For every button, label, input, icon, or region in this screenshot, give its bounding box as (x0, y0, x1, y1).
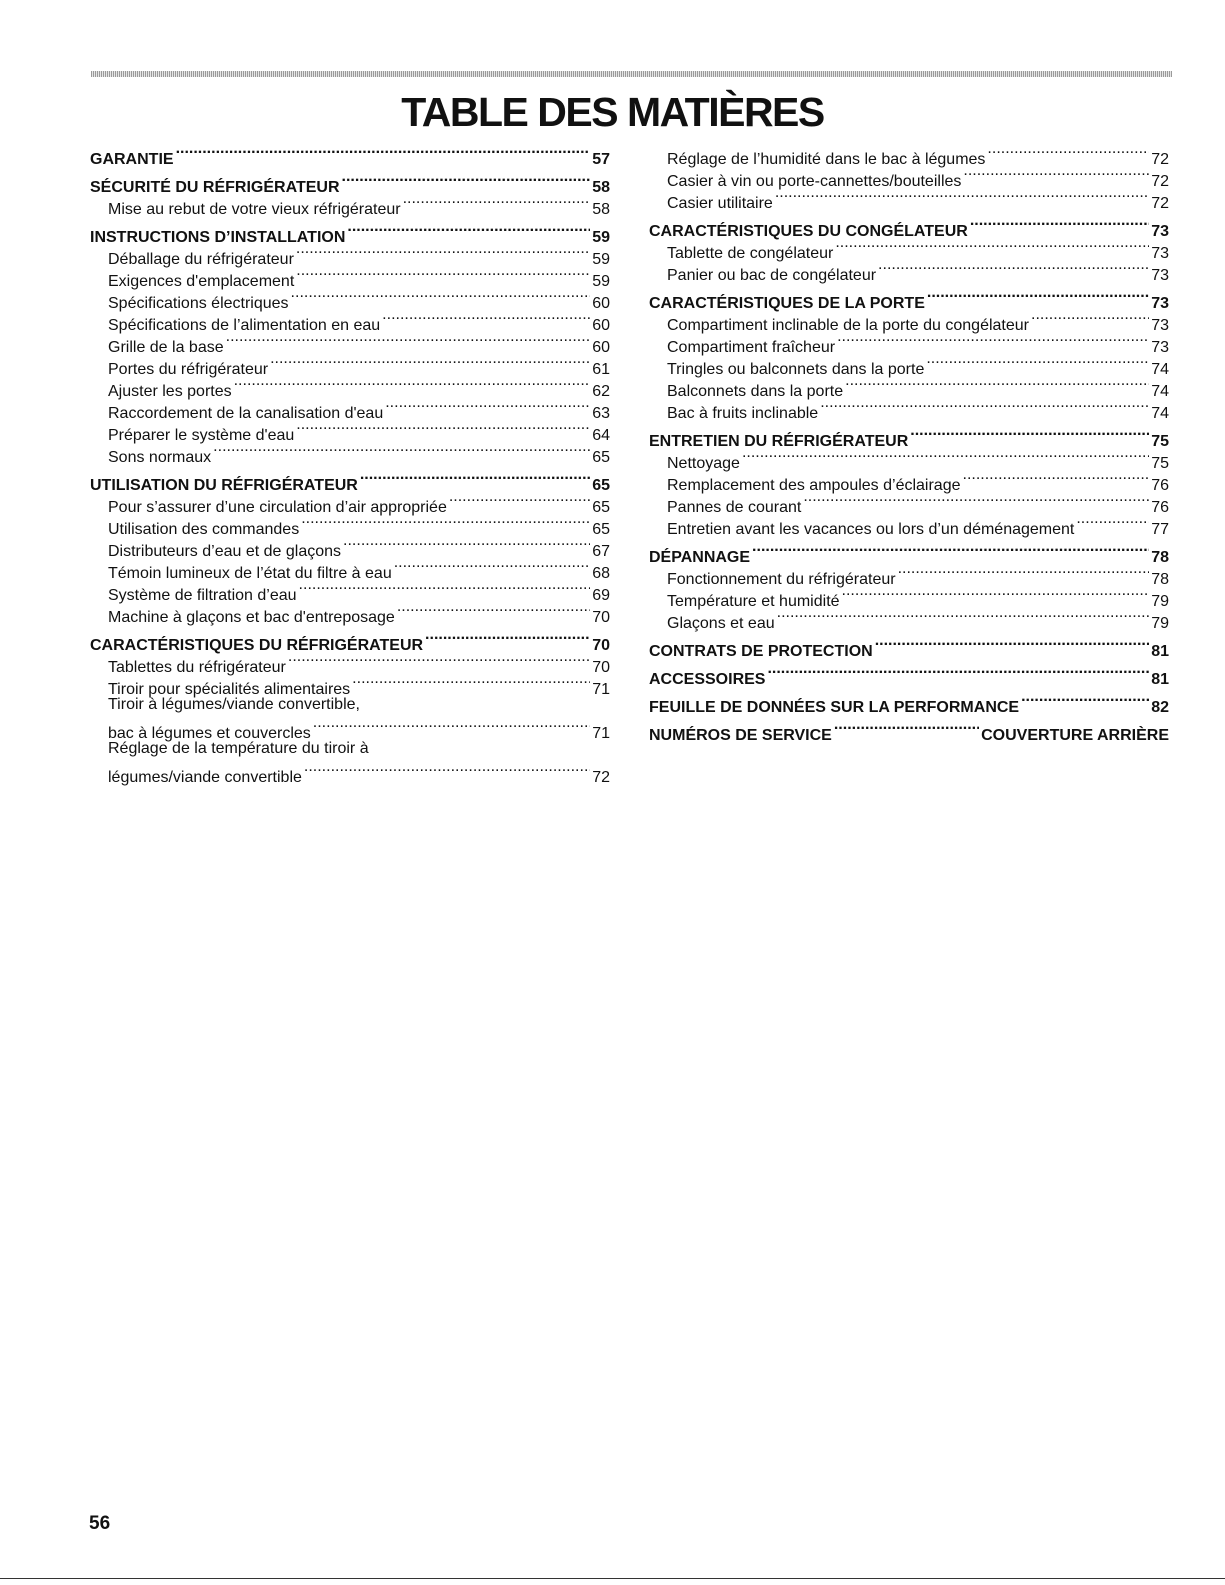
dot-leader (382, 308, 590, 330)
toc-entry-label: Réglage de l’humidité dans le bac à légumes (667, 151, 986, 168)
toc-entry-label: Tiroir à légumes/viande convertible, (108, 696, 360, 713)
dot-leader (767, 662, 1149, 684)
top-rule (91, 71, 1172, 77)
toc-entry-label: Glaçons et eau (667, 615, 775, 632)
dot-leader (1021, 690, 1149, 712)
toc-entry-label: Ajuster les portes (108, 383, 232, 400)
dot-leader (394, 556, 590, 578)
dot-leader (875, 634, 1150, 656)
toc-entry-page: 59 (592, 251, 610, 268)
dot-leader (296, 242, 590, 264)
toc-entry-page: 73 (1151, 295, 1169, 312)
dot-leader (176, 142, 591, 164)
toc-entry-page: 72 (592, 769, 610, 786)
toc-entry-page: 74 (1151, 405, 1169, 422)
dot-leader (213, 440, 590, 462)
toc-entry-label: Spécifications de l’alimentation en eau (108, 317, 381, 334)
toc-entry-label: CARACTÉRISTIQUES DU CONGÉLATEUR (649, 223, 968, 240)
toc-entry-label: Réglage de la température du tiroir à (108, 740, 369, 757)
toc-entry-label: Portes du réfrigérateur (108, 361, 269, 378)
toc-entry-label: CONTRATS DE PROTECTION (649, 643, 873, 660)
toc-entry-label: Tiroir pour spécialités alimentaires (108, 681, 351, 698)
dot-leader (234, 374, 591, 396)
toc-entry-label: Pour s’assurer d’une circulation d’air appropriée (108, 499, 447, 516)
dot-leader (926, 352, 1149, 374)
dot-leader (449, 490, 590, 512)
toc-subentry-line[interactable] (90, 694, 610, 716)
toc-entry-page: 78 (1151, 549, 1169, 566)
toc-entry-page: 57 (592, 151, 610, 168)
dot-leader (226, 330, 591, 352)
toc-entry-page: 76 (1151, 477, 1169, 494)
dot-leader (835, 236, 1149, 258)
toc-entry-page: 73 (1151, 267, 1169, 284)
toc-entry-label: UTILISATION DU RÉFRIGÉRATEUR (90, 477, 358, 494)
toc-entry-label: GARANTIE (90, 151, 174, 168)
toc-entry-label: Tringles ou balconnets dans la porte (667, 361, 925, 378)
toc-entry-label: SÉCURITÉ DU RÉFRIGÉRATEUR (90, 179, 340, 196)
toc-entry-label: Sons normaux (108, 449, 212, 466)
toc-entry-page: 60 (592, 295, 610, 312)
toc-entry-label: Remplacement des ampoules d’éclairage (667, 477, 961, 494)
dot-leader (299, 578, 591, 600)
dot-leader (878, 258, 1149, 280)
dot-leader (270, 352, 590, 374)
toc-section-entry[interactable] (90, 170, 610, 196)
toc-entry-page: 81 (1151, 643, 1169, 660)
toc-entry-label: Température et humidité (667, 593, 840, 610)
dot-leader (803, 490, 1149, 512)
dot-leader (963, 164, 1149, 186)
dot-leader (296, 264, 590, 286)
dot-leader (927, 286, 1149, 308)
toc-entry-page: 72 (1151, 173, 1169, 190)
toc-section-entry[interactable] (649, 286, 1169, 312)
toc-entry-label: Système de filtration d’eau (108, 587, 297, 604)
toc-entry-label: Panier ou bac de congélateur (667, 267, 877, 284)
toc-entry-label: CARACTÉRISTIQUES DU RÉFRIGÉRATEUR (90, 637, 424, 654)
toc-entry-label: Tablettes du réfrigérateur (108, 659, 286, 676)
dot-leader (834, 718, 979, 740)
toc-entry-label: bac à légumes et couvercles (108, 725, 311, 742)
toc-section-entry[interactable] (649, 690, 1169, 716)
toc-section-entry[interactable] (90, 142, 610, 168)
toc-entry-label: Entretien avant les vacances ou lors d’un déménagement (667, 521, 1075, 538)
toc-entry-label: Raccordement de la canalisation d'eau (108, 405, 384, 422)
toc-entry-label: Bac à fruits inclinable (667, 405, 819, 422)
toc-entry-page: 71 (592, 725, 610, 742)
toc-entry-page: 73 (1151, 317, 1169, 334)
dot-leader (963, 468, 1150, 490)
toc-entry-page: 67 (592, 543, 610, 560)
toc-entry-page: 73 (1151, 245, 1169, 262)
toc-section-entry[interactable] (649, 634, 1169, 660)
dot-leader (910, 424, 1149, 446)
toc-entry-page: 58 (592, 179, 610, 196)
page-number: 56 (89, 1513, 111, 1534)
toc-subentry[interactable] (90, 760, 610, 786)
toc-section-entry[interactable] (90, 628, 610, 654)
dot-leader (898, 562, 1150, 584)
toc-entry-label: Témoin lumineux de l’état du filtre à eau (108, 565, 392, 582)
toc-entry-label: légumes/viande convertible (108, 769, 302, 786)
dot-leader (296, 418, 590, 440)
toc-entry-label: Compartiment fraîcheur (667, 339, 836, 356)
toc-section-entry[interactable] (649, 718, 1169, 744)
toc-entry-label: Casier à vin ou porte-cannettes/bouteilles (667, 173, 962, 190)
toc-entry-page: 60 (592, 317, 610, 334)
toc-entry-page: 73 (1151, 339, 1169, 356)
toc-subentry-line[interactable] (90, 738, 610, 760)
toc-entry-label: Fonctionnement du réfrigérateur (667, 571, 896, 588)
toc-entry-page: 70 (592, 637, 610, 654)
dot-leader (385, 396, 590, 418)
toc-entry-label: INSTRUCTIONS D’INSTALLATION (90, 229, 346, 246)
dot-leader (837, 330, 1149, 352)
toc-entry-page: 77 (1151, 521, 1169, 538)
toc-entry-page: 58 (592, 201, 610, 218)
toc-entry-page: 74 (1151, 383, 1169, 400)
toc-entry-label: NUMÉROS DE SERVICE (649, 727, 832, 744)
toc-section-entry[interactable] (649, 214, 1169, 240)
toc-entry-page: 59 (592, 229, 610, 246)
toc-entry-page: COUVERTURE ARRIÈRE (981, 727, 1169, 744)
toc-entry-label: Machine à glaçons et bac d'entreposage (108, 609, 395, 626)
toc-entry-label: Pannes de courant (667, 499, 802, 516)
toc-entry-label: FEUILLE DE DONNÉES SUR LA PERFORMANCE (649, 699, 1020, 716)
bottom-rule (0, 1578, 1225, 1579)
dot-leader (845, 374, 1149, 396)
toc-entry-label: ACCESSOIRES (649, 671, 766, 688)
dot-leader (425, 628, 590, 650)
toc-entry-page: 75 (1151, 455, 1169, 472)
toc-entry-page: 65 (592, 449, 610, 466)
toc-section-entry[interactable] (649, 662, 1169, 688)
toc-entry-label: Compartiment inclinable de la porte du congélateur (667, 317, 1029, 334)
toc-entry-label: Tablette de congélateur (667, 245, 834, 262)
page-title: TABLE DES MATIÈRES (401, 89, 824, 135)
toc-entry-page: 79 (1151, 593, 1169, 610)
toc-entry-page: 71 (592, 681, 610, 698)
toc-entry-page: 65 (592, 477, 610, 494)
toc-entry-page: 70 (592, 609, 610, 626)
toc-entry-label: Nettoyage (667, 455, 740, 472)
toc-entry-page: 81 (1151, 671, 1169, 688)
dot-leader (288, 650, 590, 672)
toc-entry-label: Préparer le système d'eau (108, 427, 295, 444)
dot-leader (1076, 512, 1149, 534)
toc-entry-label: Mise au rebut de votre vieux réfrigérateur (108, 201, 401, 218)
toc-left-column (90, 142, 610, 786)
dot-leader (820, 396, 1149, 418)
dot-leader (347, 220, 590, 242)
toc-entry-page: 64 (592, 427, 610, 444)
dot-leader (752, 540, 1149, 562)
toc-entry-label: Déballage du réfrigérateur (108, 251, 294, 268)
toc-subentry[interactable] (649, 142, 1169, 168)
toc-entry-page: 82 (1151, 699, 1169, 716)
toc-entry-page: 79 (1151, 615, 1169, 632)
dot-leader (775, 186, 1149, 208)
dot-leader (1031, 308, 1149, 330)
toc-section-entry[interactable] (649, 540, 1169, 566)
toc-entry-page: 65 (592, 499, 610, 516)
dot-leader (777, 606, 1150, 628)
toc-entry-page: 76 (1151, 499, 1169, 516)
dot-leader (970, 214, 1149, 236)
toc-entry-label: ENTRETIEN DU RÉFRIGÉRATEUR (649, 433, 909, 450)
dot-leader (360, 468, 590, 490)
toc-entry-label: Utilisation des commandes (108, 521, 300, 538)
toc-entry-page: 72 (1151, 195, 1169, 212)
toc-entry-page: 68 (592, 565, 610, 582)
dot-leader (291, 286, 591, 308)
dot-leader (304, 760, 590, 782)
toc-section-entry[interactable] (649, 424, 1169, 450)
toc-entry-page: 60 (592, 339, 610, 356)
toc-entry-page: 75 (1151, 433, 1169, 450)
dot-leader (313, 716, 590, 738)
dot-leader (352, 672, 590, 694)
toc-entry-label: Casier utilitaire (667, 195, 773, 212)
toc-entry-label: Distributeurs d’eau et de glaçons (108, 543, 342, 560)
dot-leader (842, 584, 1150, 606)
toc-entry-page: 78 (1151, 571, 1169, 588)
dot-leader (397, 600, 590, 622)
toc-entry-page: 70 (592, 659, 610, 676)
dot-leader (742, 446, 1149, 468)
toc-section-entry[interactable] (90, 220, 610, 246)
toc-subentry[interactable] (90, 716, 610, 742)
toc-entry-label: DÉPANNAGE (649, 549, 751, 566)
dot-leader (343, 534, 590, 556)
toc-entry-page: 65 (592, 521, 610, 538)
toc-right-column (649, 142, 1169, 744)
toc-entry-page: 62 (592, 383, 610, 400)
dot-leader (987, 142, 1149, 164)
toc-entry-page: 72 (1151, 151, 1169, 168)
toc-entry-page: 69 (592, 587, 610, 604)
toc-entry-label: CARACTÉRISTIQUES DE LA PORTE (649, 295, 925, 312)
toc-entry-page: 74 (1151, 361, 1169, 378)
toc-entry-label: Balconnets dans la porte (667, 383, 844, 400)
toc-entry-label: Grille de la base (108, 339, 224, 356)
dot-leader (301, 512, 590, 534)
toc-entry-page: 63 (592, 405, 610, 422)
dot-leader (403, 192, 591, 214)
dot-leader (342, 170, 591, 192)
toc-entry-page: 59 (592, 273, 610, 290)
toc-entry-label: Spécifications électriques (108, 295, 289, 312)
toc-entry-page: 61 (592, 361, 610, 378)
toc-entry-page: 73 (1151, 223, 1169, 240)
toc-section-entry[interactable] (90, 468, 610, 494)
toc-entry-label: Exigences d'emplacement (108, 273, 295, 290)
